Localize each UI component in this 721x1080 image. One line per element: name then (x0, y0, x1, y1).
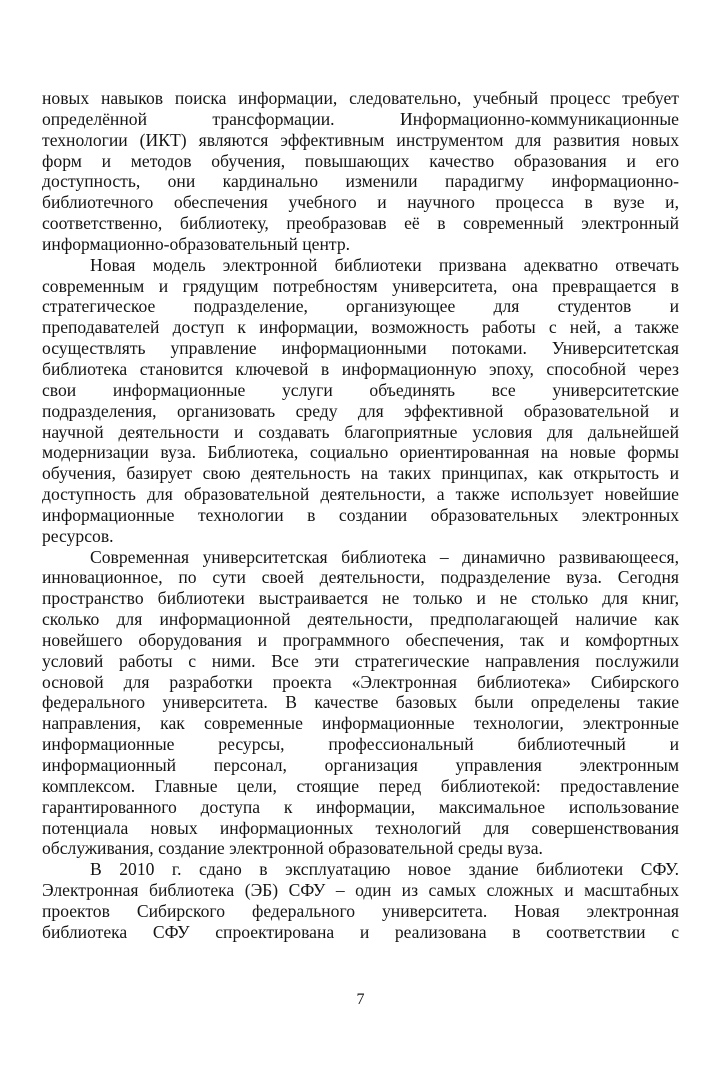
text-line: гарантированного доступа к информации, максимальное использование (42, 796, 679, 817)
text-line: соответственно, библиотеку, преобразовав её в современный электронный (42, 213, 679, 234)
text-line: Новая модель электронной библиотеки призвана адекватно отвечать (90, 254, 679, 275)
text-line: Электронная библиотека (ЭБ) СФУ – один из самых сложных и масштабных (42, 880, 679, 901)
text-line: стратегическое подразделение, организующее для студентов и (42, 296, 679, 317)
text-line: инновационное, по сути своей деятельности, подразделение вуза. Сегодня (42, 567, 679, 588)
paragraph-4 (42, 859, 679, 942)
text-line: осуществлять управление информационными потоками. Университетская (42, 338, 679, 359)
text-line: ресурсов. (42, 525, 114, 546)
text-line: форм и методов обучения, повышающих качество образования и его (42, 150, 679, 171)
text-line: информационно-образовательный центр. (42, 233, 351, 254)
text-line: В 2010 г. сдано в эксплуатацию новое здание библиотеки СФУ. (90, 859, 679, 880)
text-line: Современная университетская библиотека – динамично развивающееся, (90, 546, 679, 567)
text-line: подразделения, организовать среду для эффективной образовательной и (42, 400, 679, 421)
text-line: научной деятельности и создавать благоприятные условия для дальнейшей (42, 421, 679, 442)
text-line: федерального университета. В качестве базовых были определены такие (42, 692, 679, 713)
text-line: определённой трансформации. Информационно-коммуникационные (42, 108, 679, 129)
text-line: технологии (ИКТ) являются эффективным инструментом для развития новых (42, 129, 679, 150)
text-line: информационный персонал, организация управления электронным (42, 755, 679, 775)
text-line: библиотека становится ключевой в информационную эпоху, способной через (42, 358, 679, 379)
text-line: новых навыков поиска информации, следовательно, учебный процесс требует (42, 88, 679, 108)
page-number: 7 (356, 991, 365, 1008)
text-line: новейшего оборудования и программного обеспечения, так и комфортных (42, 629, 679, 650)
text-line: сколько для информационной деятельности, предполагающей наличие как (42, 609, 679, 630)
paragraph-3 (42, 547, 679, 860)
document-page (42, 88, 679, 943)
text-line: пространство библиотеки выстраивается не только и не столько для книг, (42, 588, 679, 609)
text-line: библиотечного обеспечения учебного и научного процесса в вузе и, (42, 192, 679, 213)
text-line: свои информационные услуги объединять все университетские (42, 379, 679, 400)
text-line: доступность, они кардинально изменили парадигму информационно- (42, 171, 679, 192)
text-line: преподавателей доступ к информации, возможность работы с ней, а также (42, 317, 679, 338)
text-line: информационные ресурсы, профессиональный библиотечный и (42, 734, 679, 755)
text-line: комплексом. Главные цели, стоящие перед библиотекой: предоставление (42, 775, 679, 796)
text-line: библиотека СФУ спроектирована и реализована в соответствии с (42, 921, 679, 942)
text-line: направления, как современные информационные технологии, электронные (42, 713, 679, 734)
text-line: основой для разработки проекта «Электронная библиотека» Сибирского (42, 671, 679, 692)
paragraph-1 (42, 88, 679, 255)
text-line: модернизации вуза. Библиотека, социально ориентированная на новые формы (42, 442, 679, 463)
text-line: условий работы с ними. Все эти стратегические направления послужили (42, 650, 679, 671)
text-line: информационные технологии в создании образовательных электронных (42, 504, 679, 525)
text-line: доступность для образовательной деятельности, а также использует новейшие (42, 484, 679, 505)
text-line: потенциала новых информационных технологий для совершенствования (42, 817, 679, 838)
text-line: обучения, базирует свою деятельность на таких принципах, как открытость и (42, 463, 679, 484)
text-line: современным и грядущим потребностям университета, она превращается в (42, 275, 679, 296)
text-line: обслуживания, создание электронной образовательной среды вуза. (42, 838, 543, 859)
paragraph-2 (42, 255, 679, 547)
text-line: проектов Сибирского федерального университета. Новая электронная (42, 900, 679, 921)
